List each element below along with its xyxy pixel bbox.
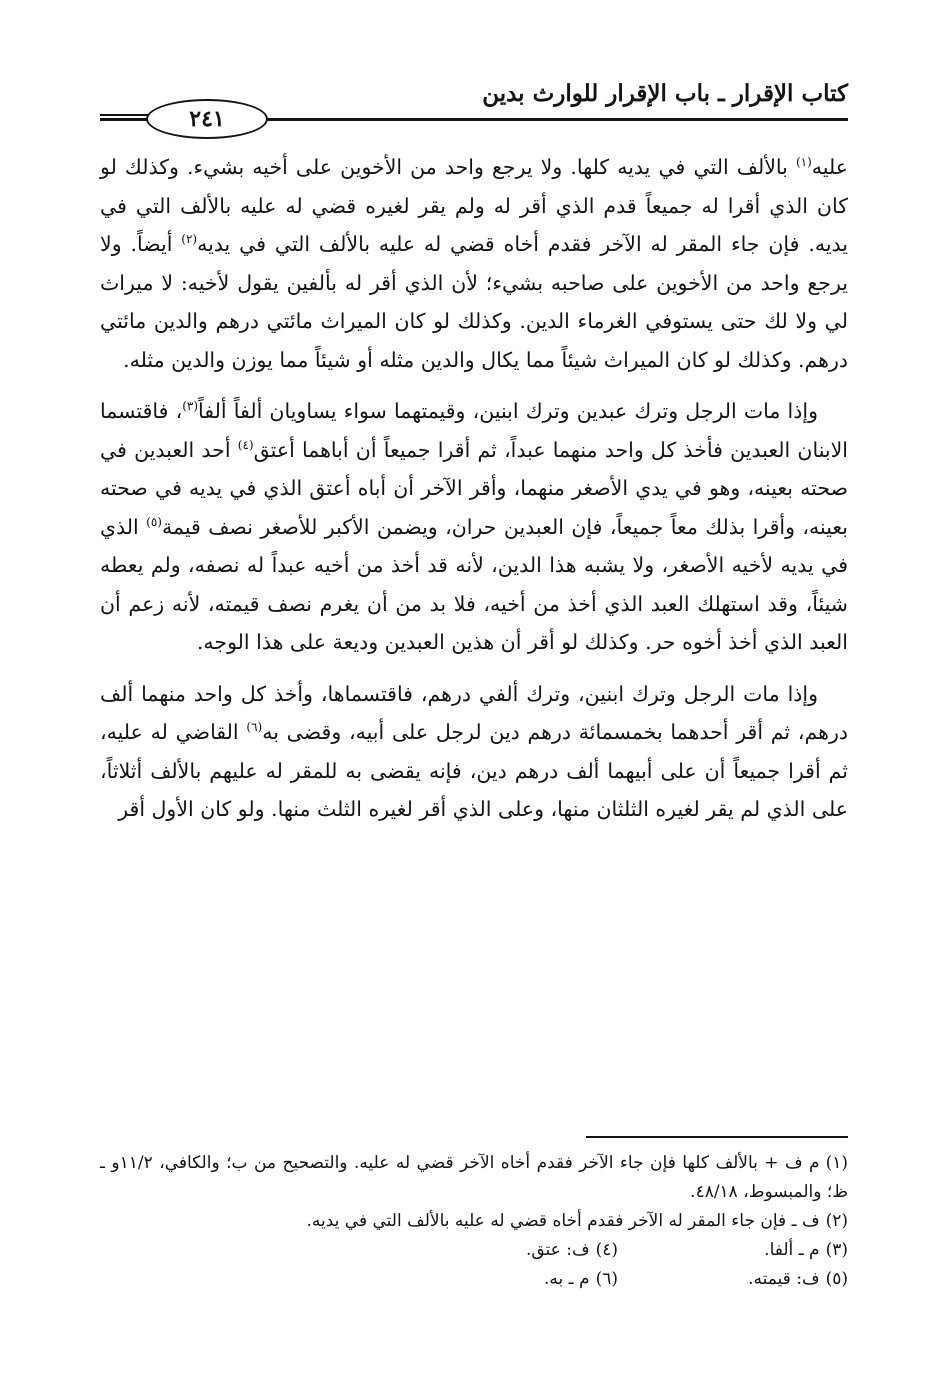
- footnote-1: [100, 1149, 848, 1207]
- text-segment: وإذا مات الرجل وترك عبدين وترك ابنين، وقيمتهما سواء يساويان ألفاً ألفاً: [198, 399, 818, 423]
- footnote-6: [388, 1265, 618, 1294]
- footnote-number: (٤): [595, 1240, 618, 1260]
- text-segment: وإذا مات الرجل وترك ابنين، وترك ألفي درهم، فاقتسماها، وأخذ كل واحد منهما ألف درهم، ثم أقر أحدهما بخمسمائة درهم دين لرجل على أبيه، وقضى به: [100, 681, 848, 744]
- footnote-marker: (٥): [146, 514, 162, 529]
- footnote-text: م ـ ألفا.: [764, 1240, 820, 1260]
- text-segment: القاضي له عليه، ثم أقرا جميعاً أن على أبيهما ألف درهم دين، فإنه يقضى به للمقر له عليهم بالألف أثلاثاً، على الذي لم يقر لغيره الثلثان منها، وعلى الذي أقر لغيره الثلث منها. ولو كان الأول أقر: [100, 720, 848, 821]
- footnote-number: (٢): [825, 1211, 848, 1231]
- footnote-text: ف: قيمته.: [748, 1269, 820, 1289]
- footnote-5: [618, 1265, 848, 1294]
- text-segment: ، فاقتسما الابنان العبدين فأخذ كل واحد منهما عبداً، ثم أقرا جميعاً أن أباهما أعتق: [100, 399, 848, 462]
- footnote-number: (١): [825, 1153, 849, 1173]
- footnote-text: م ـ به.: [544, 1269, 590, 1289]
- footnote-row: [100, 1265, 848, 1294]
- paragraph-2: [100, 392, 848, 662]
- paragraph-3: [100, 675, 848, 829]
- header-rule-thin: [100, 114, 150, 116]
- main-text: [100, 148, 848, 842]
- running-header: [100, 80, 848, 132]
- text-segment: بالألف التي في يديه كلها. ولا يرجع واحد من الأخوين على أخيه بشيء. وكذلك لو كان الذي أقرا له جميعاً قدم الذي أقر له ولم يقر لغيره قضي له عليه بالألف التي في يديه. فإن جاء المقر له الآخر فقدم أخاه قضي له عليه بالألف التي في يديه: [100, 155, 848, 256]
- footnote-text: م ف + بالألف كلها فإن جاء الآخر فقدم أخاه الآخر قضي له عليه. والتصحيح من ب؛ والكافي، ١١/٢و ـ ظ؛ والمبسوط، ٤٨/١٨.: [100, 1153, 848, 1202]
- footnote-marker: (٦): [246, 720, 263, 735]
- footnote-text: ف: عتق.: [525, 1240, 590, 1260]
- footnote-marker: (٤): [237, 437, 254, 452]
- page-number: ٢٤١: [146, 99, 268, 139]
- text-segment: الذي في يديه لأخيه الأصغر، ولا يشبه هذا الدين، لأنه قد أخذ من أخيه عبداً له نصفه، ولم يعطه شيئاً، وقد استهلك العبد الذي أخذ من أخيه، فلا بد من أن يغرم نصف قيمته، لأنه زعم أن العبد الذي أخذ أخوه حر. وكذلك لو أقر أن هذين العبدين وديعة على هذا الوجه.: [100, 514, 848, 654]
- footnote-2: [100, 1207, 848, 1236]
- footnotes: [100, 1149, 848, 1294]
- paragraph-1: [100, 148, 848, 379]
- text-segment: أيضاً. ولا يرجع واحد من الأخوين على صاحبه بشيء؛ لأن الذي أقر له بألفين يقول لأخيه: لا ميراث لي ولا لك حتى يستوفي الغرماء الدين. وكذلك لو كان الميراث مائتي درهم والدين مائتي درهم. وكذلك لو كان الميراث شيئاً مما يكال والدين مثله أو شيئاً مما يوزن والدين مثله.: [100, 232, 848, 372]
- footnote-marker: (٢): [181, 232, 198, 247]
- footnote-marker: (١): [795, 155, 812, 170]
- footnote-number: (٦): [595, 1269, 618, 1289]
- footnote-row: [100, 1236, 848, 1265]
- footnote-4: [388, 1236, 618, 1265]
- text-segment: أحد العبدين في صحته بعينه، وهو في يدي الأصغر منهما، وأقر الآخر أن أباه أعتق الذي في يديه في صحته بعينه، وأقرا بذلك معاً جميعاً، فإن العبدين حران، ويضمن الأكبر للأصغر نصف قيمة: [100, 437, 848, 539]
- footnote-text: ف ـ فإن جاء المقر له الآخر فقدم أخاه قضي له عليه بالألف التي في يديه.: [306, 1211, 820, 1231]
- footnote-number: (٥): [825, 1269, 848, 1289]
- book-title: كتاب الإقرار ـ باب الإقرار للوارث بدين: [482, 80, 848, 107]
- text-segment: عليه: [811, 155, 848, 179]
- footnote-3: [618, 1236, 848, 1265]
- footnote-marker: (٣): [182, 399, 199, 414]
- footnote-separator: [586, 1136, 848, 1138]
- footnote-number: (٣): [825, 1240, 848, 1260]
